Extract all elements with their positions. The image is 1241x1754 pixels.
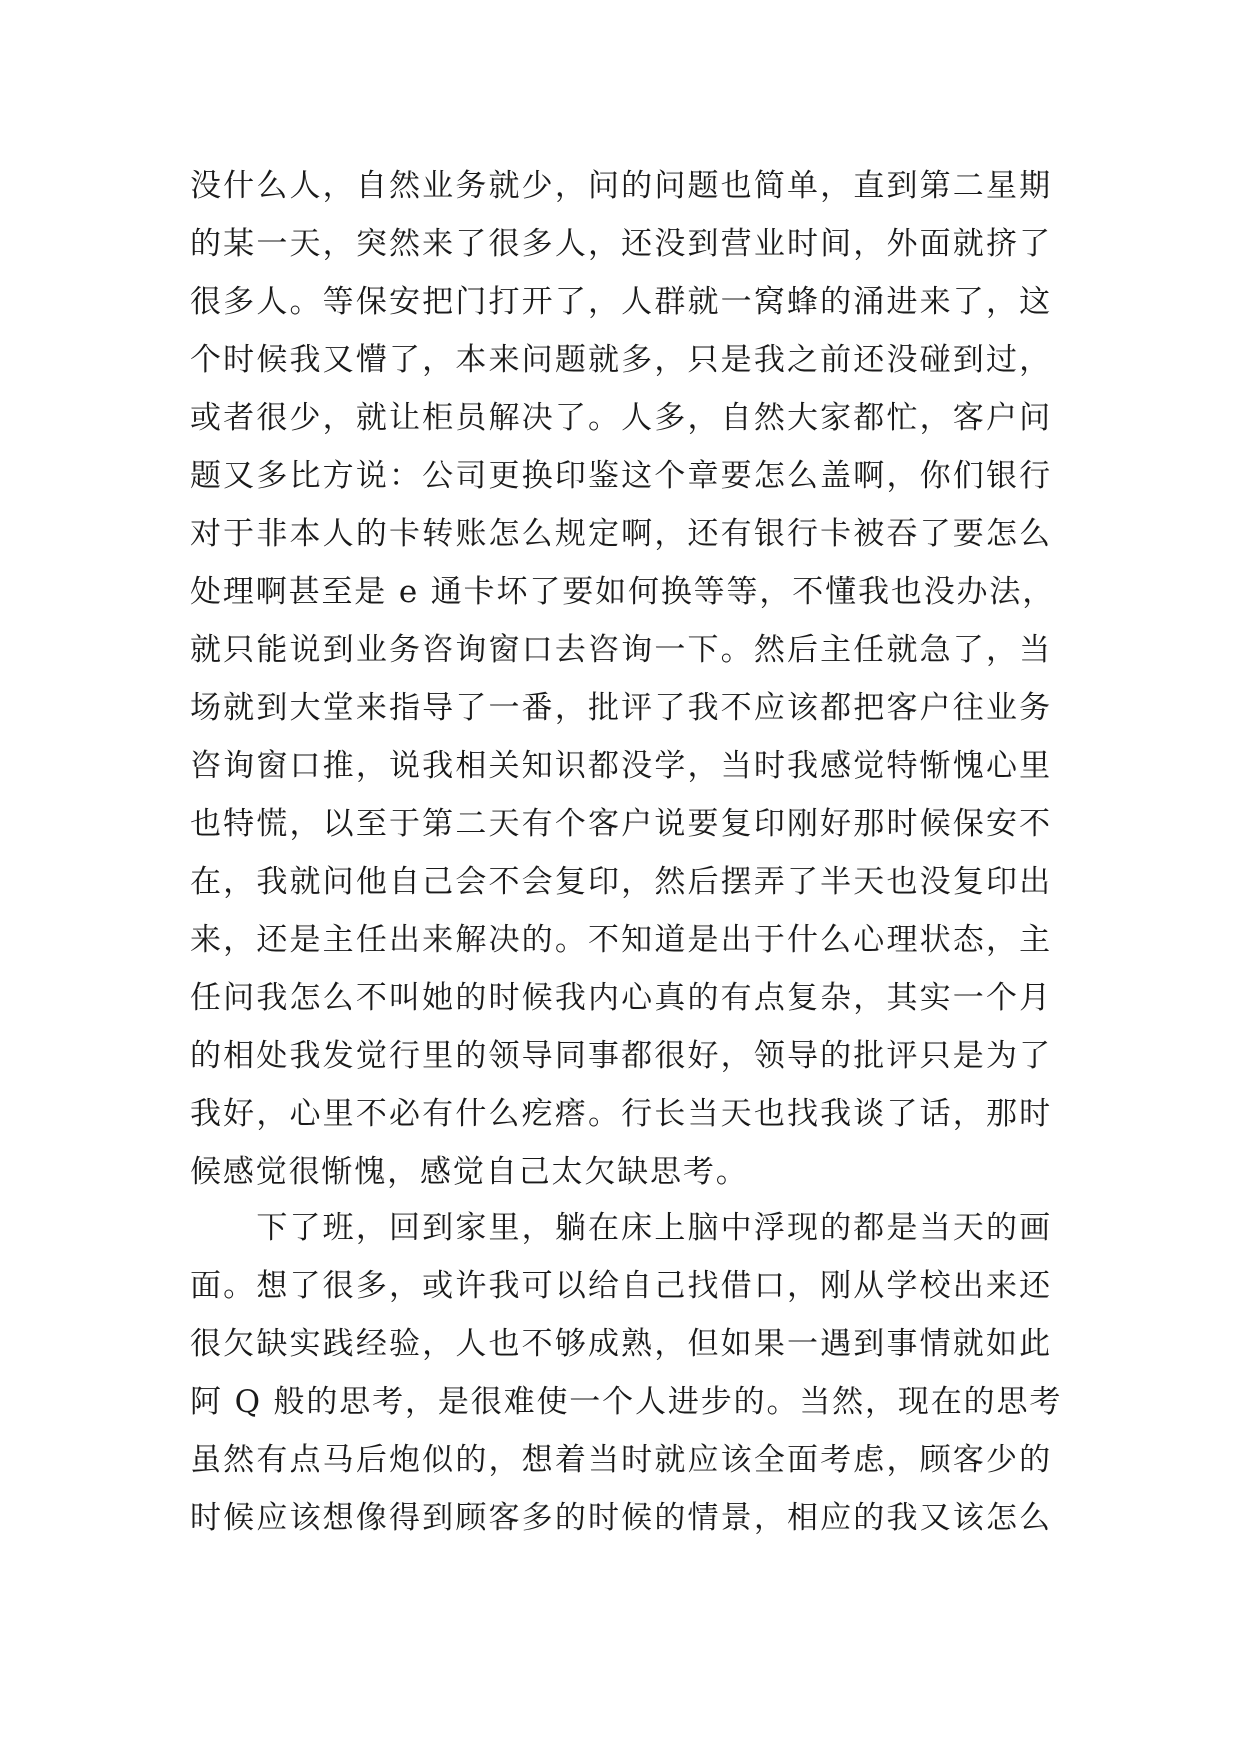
text-line: 在，我就问他自己会不会复印，然后摆弄了半天也没复印出 — [190, 864, 1052, 900]
text-line: 个时候我又懵了，本来问题就多，只是我之前还没碰到过， — [190, 342, 1052, 378]
text-line: 下了班，回到家里，躺在床上脑中浮现的都是当天的画 — [190, 1210, 1052, 1246]
paragraph-2 — [190, 1199, 1063, 1547]
text-line: 题又多比方说：公司更换印鉴这个章要怎么盖啊，你们银行 — [190, 458, 1052, 494]
text-line: 或者很少，就让柜员解决了。人多，自然大家都忙，客户问 — [190, 400, 1052, 436]
text-line: 就只能说到业务咨询窗口去咨询一下。然后主任就急了，当 — [190, 632, 1052, 668]
paragraph-1 — [190, 157, 1056, 1201]
text-line: 面。想了很多，或许我可以给自己找借口，刚从学校出来还 — [190, 1268, 1052, 1304]
text-line: 很多人。等保安把门打开了，人群就一窝蜂的涌进来了，这 — [190, 284, 1052, 320]
text-line: 对于非本人的卡转账怎么规定啊，还有银行卡被吞了要怎么 — [190, 516, 1052, 552]
text-line: 的相处我发觉行里的领导同事都很好，领导的批评只是为了 — [190, 1038, 1052, 1074]
text-line: 咨询窗口推，说我相关知识都没学，当时我感觉特惭愧心里 — [190, 748, 1052, 784]
text-line: 处理啊甚至是 e 通卡坏了要如何换等等，不懂我也没办法， — [190, 574, 1056, 610]
text-line: 任问我怎么不叫她的时候我内心真的有点复杂，其实一个月 — [190, 980, 1052, 1016]
text-line: 也特慌，以至于第二天有个客户说要复印刚好那时候保安不 — [190, 806, 1052, 842]
text-line: 场就到大堂来指导了一番，批评了我不应该都把客户往业务 — [190, 690, 1052, 726]
text-line: 的某一天，突然来了很多人，还没到营业时间，外面就挤了 — [190, 226, 1052, 262]
text-line: 阿 Q 般的思考，是很难使一个人进步的。当然，现在的思考 — [190, 1384, 1063, 1420]
text-line: 我好，心里不必有什么疙瘩。行长当天也找我谈了话，那时 — [190, 1096, 1052, 1132]
text-line: 虽然有点马后炮似的，想着当时就应该全面考虑，顾客少的 — [190, 1442, 1052, 1478]
text-line: 没什么人，自然业务就少，问的问题也简单，直到第二星期 — [190, 168, 1052, 204]
text-line: 来，还是主任出来解决的。不知道是出于什么心理状态，主 — [190, 922, 1052, 958]
text-line: 时候应该想像得到顾客多的时候的情景，相应的我又该怎么 — [190, 1500, 1052, 1536]
text-line: 候感觉很惭愧，感觉自己太欠缺思考。 — [190, 1154, 749, 1190]
text-line: 很欠缺实践经验，人也不够成熟，但如果一遇到事情就如此 — [190, 1326, 1052, 1362]
